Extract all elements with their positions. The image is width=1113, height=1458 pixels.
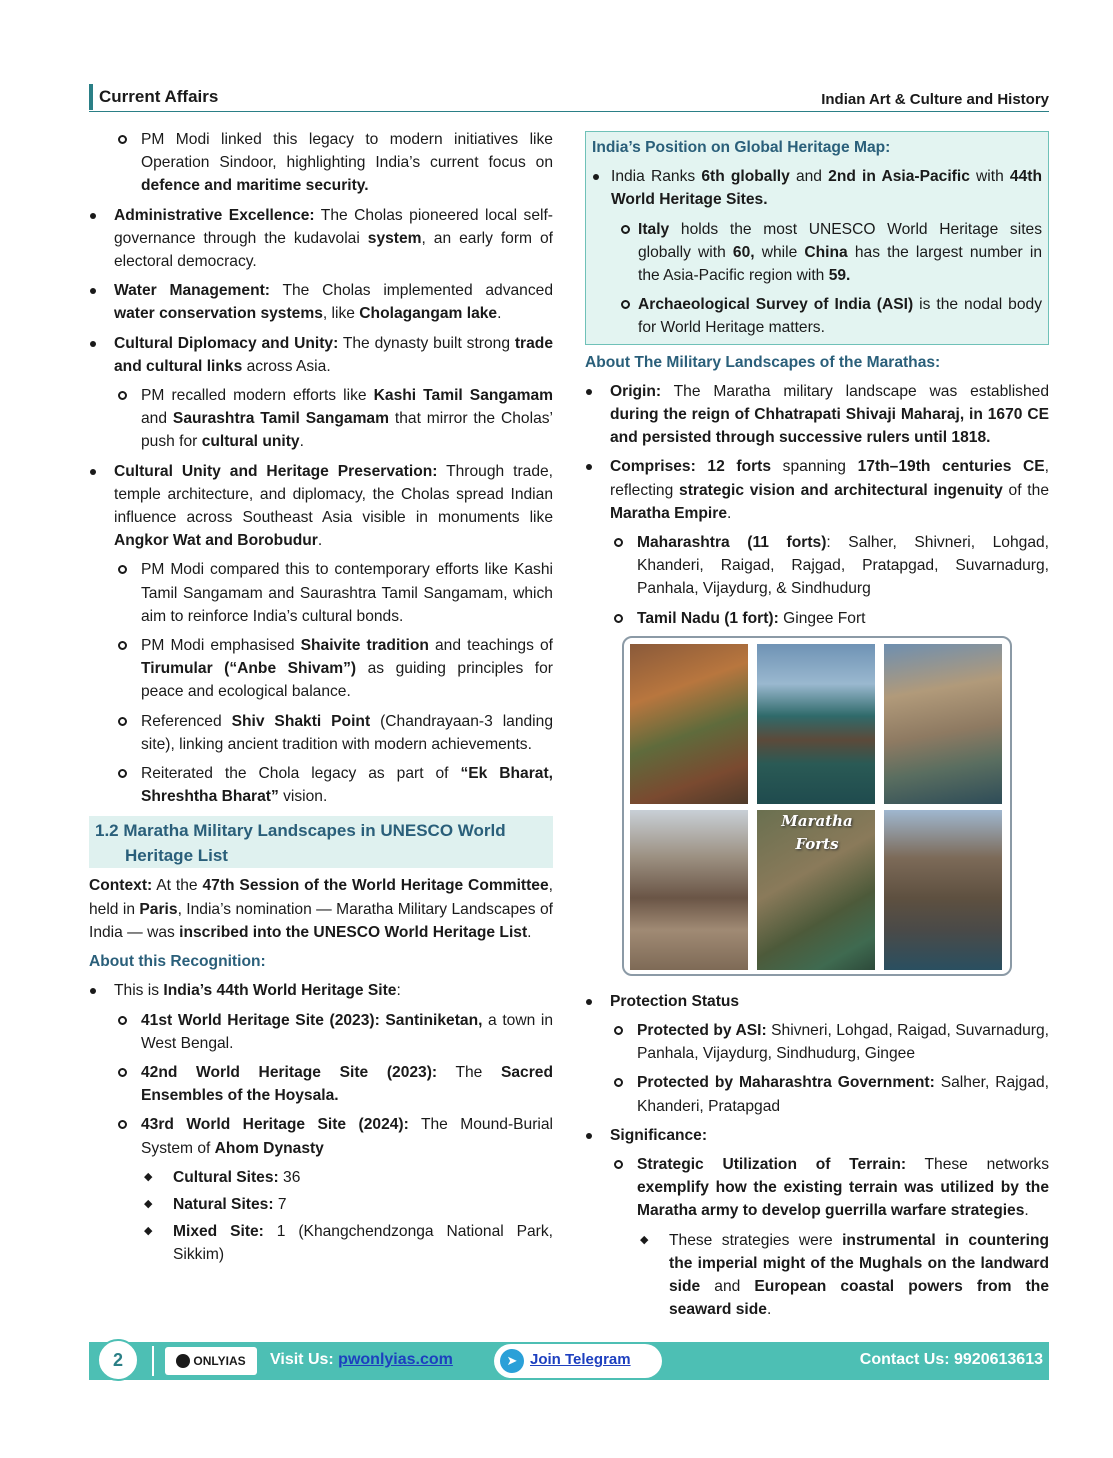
brand-logo[interactable]: ONLYIAS: [165, 1347, 257, 1375]
list-item: Tamil Nadu (1 fort): Gingee Fort: [585, 607, 1049, 630]
left-column: [89, 128, 553, 1271]
list-item: Cultural Unity and Heritage Preservation: Through trade, temple architecture, and diplomacy, the Cholas spread Indian influence across Southeast Asia visible in monuments like Angkor Wat and Borobudur.: [89, 460, 553, 553]
subheading: About The Military Landscapes of the Marathas:: [585, 353, 941, 371]
list-item: Protected by Maharashtra Government: Salher, Rajgad, Khanderi, Pratapgad: [585, 1071, 1049, 1117]
list-item: Strategic Utilization of Terrain: These networks exemplify how the existing terrain was utilized by the Maratha army to develop guerrilla warfare strategies.: [585, 1153, 1049, 1223]
fort-photo: [630, 644, 748, 804]
header-accent-bar: [89, 84, 93, 110]
visit-us: Visit Us: pwonlyias.com: [270, 1351, 453, 1368]
list-item: ◆ Cultural Sites: 36: [89, 1166, 553, 1189]
contact-number: Contact Us: 9920613613: [859, 1351, 1043, 1368]
list-item: 41st World Heritage Site (2023): Santiniketan, a town in West Bengal.: [89, 1009, 553, 1055]
header-divider: [89, 111, 1049, 112]
list-item: ◆ Natural Sites: 7: [89, 1193, 553, 1216]
list-item: Referenced Shiv Shakti Point (Chandrayaan-3 landing site), linking ancient tradition with modern achievements.: [89, 710, 553, 756]
list-item: India Ranks 6th globally and 2nd in Asia-Pacific with 44th World Heritage Sites.: [592, 165, 1042, 211]
list-item: ◆ Mixed Site: 1 (Khangchendzonga National Park, Sikkim): [89, 1220, 553, 1266]
list-item: Archaeological Survey of India (ASI) is the nodal body for World Heritage matters.: [592, 293, 1042, 339]
fort-photo: [884, 810, 1002, 970]
heritage-map-box: [585, 131, 1049, 345]
list-item: Reiterated the Chola legacy as part of “Ek Bharat, Shreshtha Bharat” vision.: [89, 762, 553, 808]
fort-photo: [757, 644, 875, 804]
list-item: 43rd World Heritage Site (2024): The Mound-Burial System of Ahom Dynasty: [89, 1113, 553, 1159]
list-item: This is India’s 44th World Heritage Site:: [89, 979, 553, 1002]
list-item: Significance:: [585, 1124, 1049, 1147]
list-item: Protected by ASI: Shivneri, Lohgad, Raigad, Suvarnadurg, Panhala, Vijaydurg, Sindhudurg, Gingee: [585, 1019, 1049, 1065]
header-right-title: Indian Art & Culture and History: [821, 91, 1049, 108]
list-item: Cultural Diplomacy and Unity: The dynasty built strong trade and cultural links across Asia.: [89, 332, 553, 378]
join-telegram-button[interactable]: [494, 1344, 662, 1378]
list-item: 42nd World Heritage Site (2023): The Sacred Ensembles of the Hoysala.: [89, 1061, 553, 1107]
collage-caption: Maratha Forts: [781, 811, 853, 854]
list-item: PM recalled modern efforts like Kashi Tamil Sangamam and Saurashtra Tamil Sangamam that mirror the Cholas’ push for cultural unity.: [89, 384, 553, 454]
context-paragraph: Context: At the 47th Session of the World Heritage Committee, held in Paris, India’s nomination — Maratha Military Landscapes of India — was inscribed into the UNESCO World Heritage List.: [89, 877, 553, 941]
list-item: Origin: The Maratha military landscape was established during the reign of Chhatrapati Shivaji Maharaj, in 1670 CE and persisted through successive rulers until 1818.: [585, 380, 1049, 450]
box-title: India’s Position on Global Heritage Map:: [592, 139, 891, 156]
subheading: About this Recognition:: [89, 953, 266, 971]
footer-divider: [152, 1346, 154, 1376]
fort-photo: [630, 810, 748, 970]
list-item: Italy holds the most UNESCO World Heritage sites globally with 60, while China has the largest number in the Asia-Pacific region with 59.: [592, 218, 1042, 288]
telegram-label: Join Telegram: [530, 1351, 631, 1368]
right-column: [585, 131, 1049, 1326]
logo-icon: [176, 1354, 190, 1368]
page-number: 2: [97, 1339, 139, 1381]
maratha-forts-collage: [622, 636, 1012, 976]
list-item: PM Modi emphasised Shaivite tradition and teachings of Tirumular (“Anbe Shivam”) as guiding principles for peace and ecological balance.: [89, 634, 553, 704]
list-item: Maharashtra (11 forts): Salher, Shivneri, Lohgad, Khanderi, Raigad, Rajgad, Pratapgad, Suvarnadurg, Panhala, Vijaydurg, & Sindhudurg: [585, 531, 1049, 601]
section-heading: 1.2 Maratha Military Landscapes in UNESCO World Heritage List: [89, 816, 553, 868]
header-left-title: Current Affairs: [99, 87, 219, 106]
telegram-icon: ➤: [500, 1349, 524, 1373]
list-item: Comprises: 12 forts spanning 17th–19th centuries CE, reflecting strategic vision and architectural ingenuity of the Maratha Empire.: [585, 455, 1049, 525]
list-item: Administrative Excellence: The Cholas pioneered local self-governance through the kudavolai system, an early form of electoral democracy.: [89, 204, 553, 274]
fort-photo: [884, 644, 1002, 804]
list-item: ◆ These strategies were instrumental in countering the imperial might of the Mughals on the landward side and European coastal powers from the seaward side.: [585, 1229, 1049, 1322]
website-link[interactable]: pwonlyias.com: [338, 1351, 453, 1368]
list-item: PM Modi compared this to contemporary efforts like Kashi Tamil Sangamam and Saurashtra Tamil Sangamam, which aim to reinforce India’s cultural bonds.: [89, 558, 553, 628]
list-item: Water Management: The Cholas implemented advanced water conservation systems, like Cholagangam lake.: [89, 279, 553, 325]
list-item: Protection Status: [585, 990, 1049, 1013]
list-item: PM Modi linked this legacy to modern initiatives like Operation Sindoor, highlighting India’s current focus on defence and maritime security.: [89, 128, 553, 198]
